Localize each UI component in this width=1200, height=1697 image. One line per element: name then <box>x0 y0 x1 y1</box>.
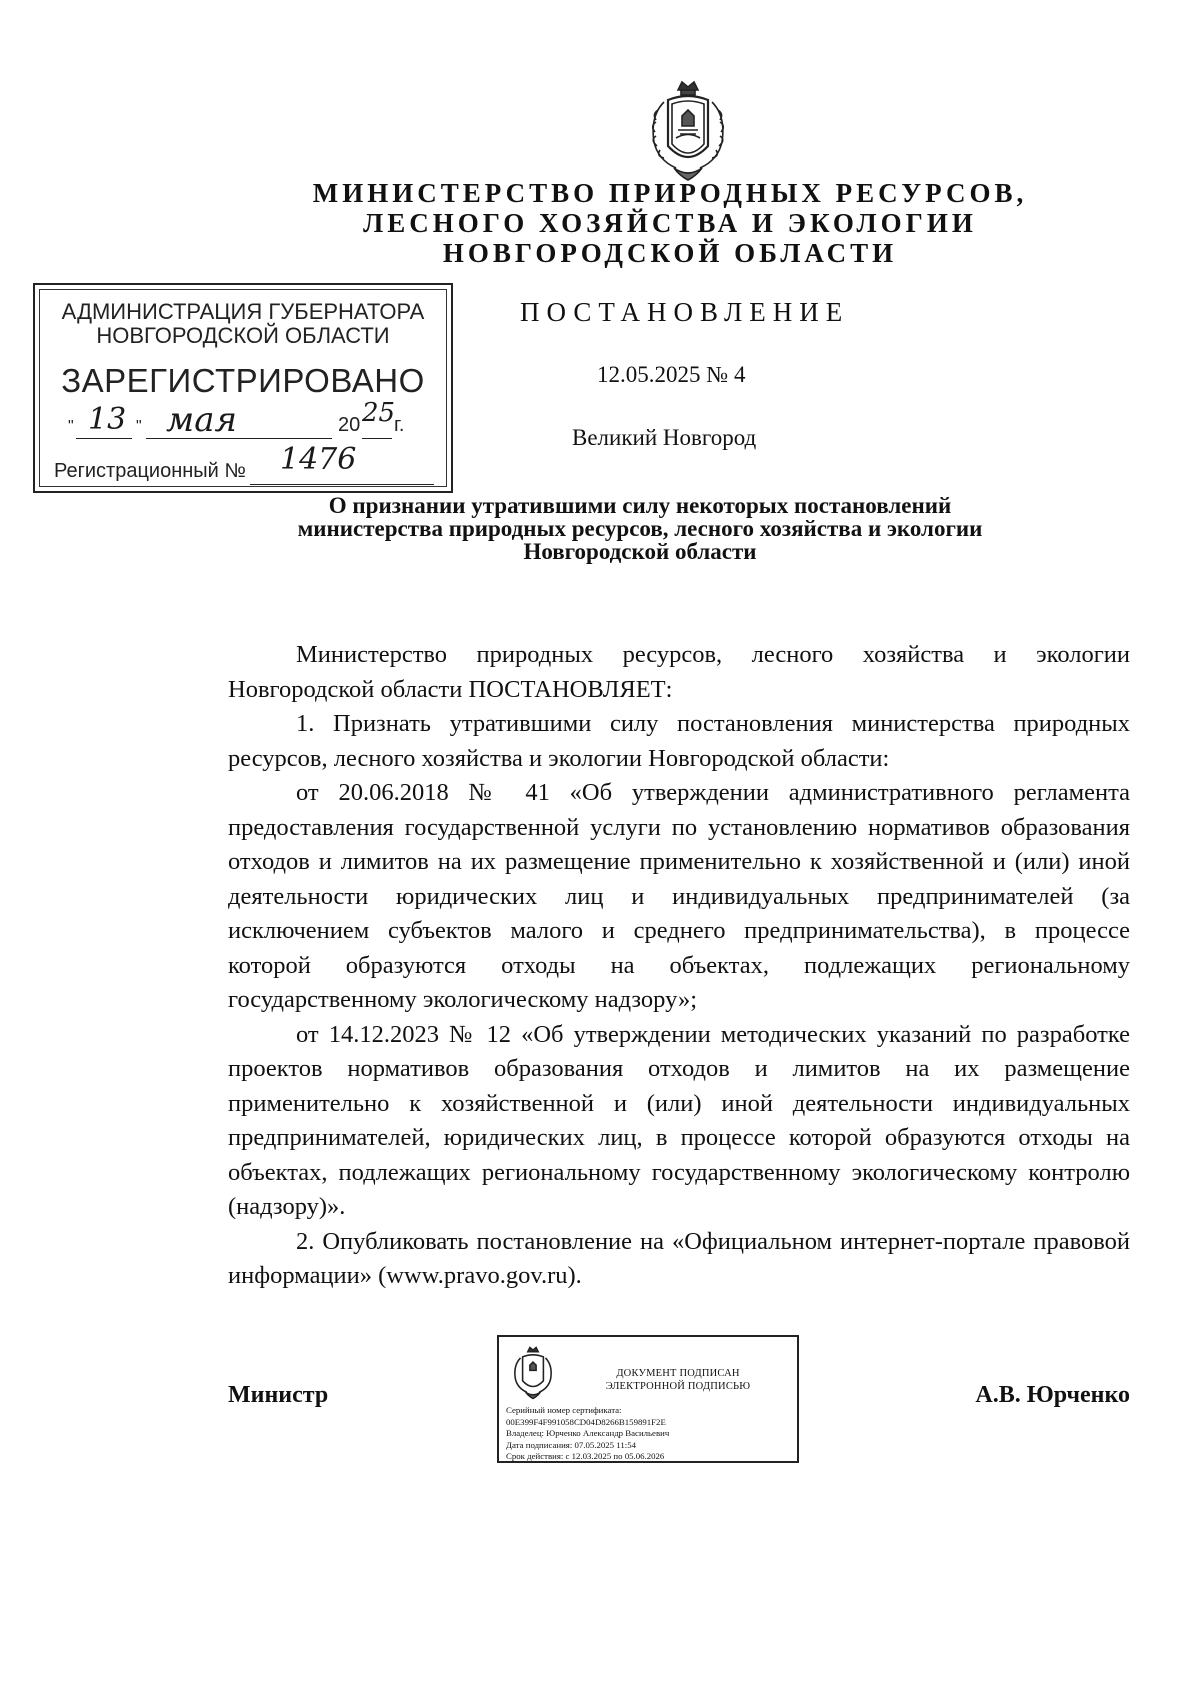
registration-org-line: НОВГОРОДСКОЙ ОБЛАСТИ <box>96 323 390 348</box>
body-paragraph: от 14.12.2023 № 12 «Об утверждении методических указаний по разработке проектов нормативов образования отходов и лимитов на их размещение применительно к хозяйственной и (или) иной деятельности индивидуальных предпринимателей, юридических лиц, в процессе которой образуются отходы на объектах, подлежащих региональному государственному экологическому контролю (надзору)». <box>228 1020 1130 1220</box>
registration-year-unit: г. <box>394 414 405 436</box>
esig-signed-date: Дата подписания: 07.05.2025 11:54 <box>506 1439 636 1450</box>
year-underline <box>362 438 392 439</box>
registration-org <box>40 300 446 348</box>
esig-title <box>565 1367 791 1393</box>
registration-day: 13 <box>88 402 127 437</box>
registration-year-suffix: 25 <box>362 398 396 428</box>
day-underline <box>76 438 132 439</box>
signer-position: Министр <box>228 1382 329 1408</box>
registration-number: 1476 <box>280 442 357 477</box>
coat-of-arms-icon <box>507 1343 559 1403</box>
registration-year-prefix: 20 <box>338 414 361 436</box>
registration-number-label: Регистрационный № <box>54 460 246 482</box>
body-paragraph: 2. Опубликовать постановление на «Официальном интернет-портале правовой информации» (www.pravo.gov.ru). <box>228 1227 1130 1289</box>
ministry-name <box>300 178 1040 268</box>
body-paragraph: 1. Признать утратившими силу постановления министерства природных ресурсов, лесного хозяйства и экологии Новгородской области: <box>228 710 1130 772</box>
registration-stamp-frame <box>39 289 447 487</box>
quote-mark: " <box>68 418 74 435</box>
ministry-name-line: НОВГОРОДСКОЙ ОБЛАСТИ <box>442 238 898 268</box>
electronic-signature-stamp <box>497 1335 799 1463</box>
esig-title-line: ДОКУМЕНТ ПОДПИСАН <box>616 1368 740 1379</box>
signer-name: А.В. Юрченко <box>975 1382 1130 1408</box>
document-title-line: Новгородской области <box>523 539 757 564</box>
esig-validity: Срок действия: с 12.03.2025 по 05.06.2026 <box>506 1451 665 1462</box>
body-paragraph: от 20.06.2018 № 41 «Об утверждении административного регламента предоставления государственной услуги по установлению нормативов образования отходов и лимитов на их размещение применительно к хозяйственной и (или) иной деятельности юридических лиц и индивидуальных предпринимателей (за исключением субъектов малого и среднего предпринимательства), в процессе которой образуются отходы на объектах, подлежащих региональному государственному экологическому надзору»; <box>228 779 1130 1013</box>
esig-title-line: ЭЛЕКТРОННОЙ ПОДПИСЬЮ <box>605 1381 751 1392</box>
document-title <box>200 494 1080 563</box>
document-title-line: министерства природных ресурсов, лесного хозяйства и экологии <box>297 516 983 541</box>
esig-serial: 00E399F4F991058CD04D8266B159891F2E <box>506 1416 666 1427</box>
esig-owner: Владелец: Юрченко Александр Васильевич <box>506 1428 670 1439</box>
body-paragraph: Министерство природных ресурсов, лесного хозяйства и экологии Новгородской области ПОСТАНОВЛЯЕТ: <box>228 641 1130 703</box>
document-type: ПОСТАНОВЛЕНИЕ <box>520 297 850 327</box>
registration-date <box>62 398 432 444</box>
document-body <box>228 638 1130 1294</box>
document-place: Великий Новгород <box>572 425 757 450</box>
document-date-number: 12.05.2025 № 4 <box>597 362 746 387</box>
registration-status: ЗАРЕГИСТРИРОВАНО <box>61 362 425 399</box>
quote-mark: " <box>136 418 142 435</box>
registration-org-line: АДМИНИСТРАЦИЯ ГУБЕРНАТОРА <box>61 299 425 324</box>
coat-of-arms-icon <box>638 76 738 186</box>
ministry-name-line: ЛЕСНОГО ХОЗЯЙСТВА И ЭКОЛОГИИ <box>363 208 977 238</box>
number-underline <box>250 484 434 485</box>
esig-details <box>506 1405 793 1463</box>
esig-serial-label: Серийный номер сертификата: <box>506 1405 622 1415</box>
registration-month: мая <box>166 400 237 440</box>
document-title-line: О признании утратившими силу некоторых постановлений <box>328 493 952 518</box>
registration-stamp <box>33 283 453 493</box>
ministry-name-line: МИНИСТЕРСТВО ПРИРОДНЫХ РЕСУРСОВ, <box>312 178 1028 208</box>
